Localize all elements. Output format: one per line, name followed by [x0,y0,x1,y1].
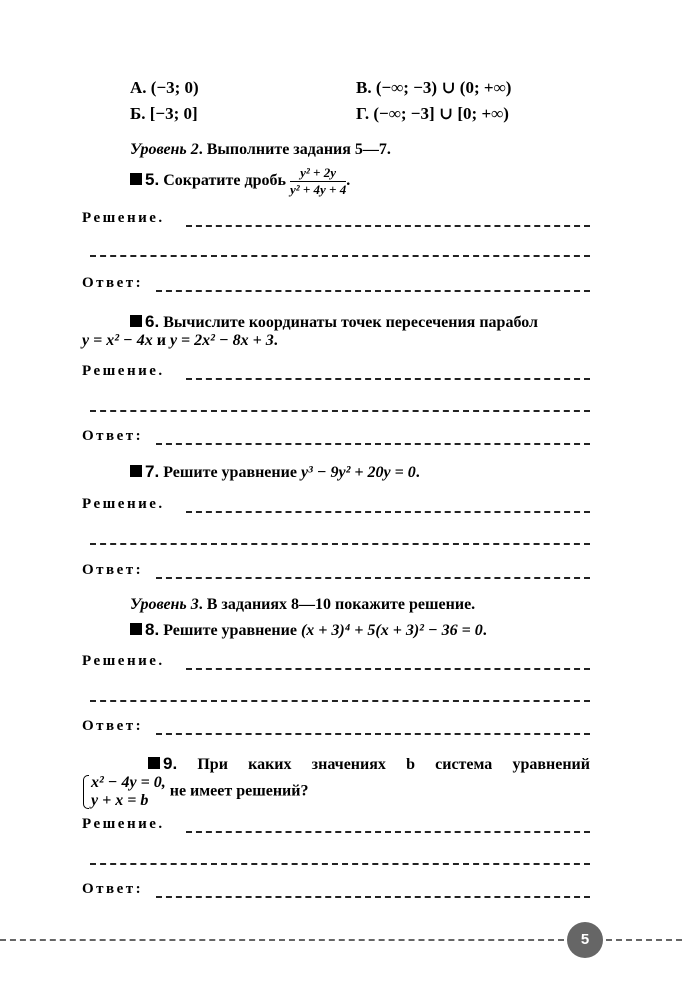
task-marker-icon [130,623,142,635]
solution-line [90,543,590,545]
task-marker-icon [148,757,160,769]
answer-label-9: Ответ: [82,881,144,897]
solution-line [186,225,590,227]
level-2-heading [130,141,391,159]
answer-line [156,733,590,735]
task-5-text: Сократите дробь [163,172,286,190]
answer-label-8: Ответ: [82,718,144,734]
task-9-system-brace [82,774,166,810]
task-9-number: 9. [163,754,178,773]
solution-label-8: Решение. [82,653,165,669]
task-9-eq1: x² − 4y = 0, [91,774,166,791]
answer-line [156,577,590,579]
task-7-text: Решите уравнение [163,464,297,481]
answer-label-6: Ответ: [82,428,144,444]
level-3-text: . В заданиях 8—10 покажите решение. [198,596,476,613]
task-marker-icon [130,315,142,327]
page-number: 5 [567,922,603,958]
option-g: Г. (−∞; −3] ∪ [0; +∞) [356,104,509,123]
task-8-equation: (x + 3)⁴ + 5(x + 3)² − 36 = 0 [300,622,483,639]
task-6-eq1: y = x² − 4x [82,332,153,349]
task-5-number: 5. [145,170,160,190]
answer-label-7: Ответ: [82,562,144,578]
answer-line [156,443,590,445]
solution-line [90,410,590,412]
task-6-text: Вычислите координаты точек пересечения парабол [163,314,538,331]
solution-line [90,255,590,257]
task-5-numerator: y² + 2y [290,166,346,182]
solution-line [186,378,590,380]
task-5-fraction [290,166,346,197]
task-marker-icon [130,173,142,185]
task-7-equation: y³ − 9y² + 20y = 0 [300,464,416,481]
task-8 [130,620,487,640]
task-6 [130,312,538,332]
task-6-and: и [152,332,170,349]
task-6-number: 6. [145,312,160,331]
option-v: В. (−∞; −3) ∪ (0; +∞) [356,78,512,97]
footer-line [606,939,682,941]
solution-label-7: Решение. [82,496,165,512]
answer-label-5: Ответ: [82,275,144,291]
solution-line [90,700,590,702]
level-3-heading [130,596,475,614]
answer-line [156,896,590,898]
task-6-line-2 [82,332,278,350]
footer-line [0,939,564,941]
solution-label-6: Решение. [82,363,165,379]
task-9-system [82,774,308,810]
task-6-eq2: y = 2x² − 8x + 3 [169,332,274,349]
task-9 [148,754,590,774]
task-5-end: . [346,172,351,190]
task-7 [130,462,420,482]
solution-label-9: Решение. [82,816,165,832]
solution-label-5: Решение. [82,210,165,226]
task-8-text: Решите уравнение [163,622,297,639]
level-3-title: Уровень 3 [130,596,199,613]
solution-line [186,511,590,513]
solution-line [186,668,590,670]
level-2-text: . Выполните задания 5—7. [198,141,391,158]
option-a: А. (−3; 0) [130,78,199,97]
task-8-end: . [482,622,487,639]
solution-line [90,863,590,865]
task-6-end: . [273,332,278,349]
task-7-number: 7. [145,462,160,481]
task-5-denominator: y² + 4y + 4 [289,182,347,197]
task-7-end: . [415,464,420,481]
level-2-title: Уровень 2 [130,141,199,158]
task-9-text: При каких значениях b система уравнений [197,756,590,773]
option-b: Б. [−3; 0] [130,104,198,123]
answer-line [156,290,590,292]
solution-line [186,831,590,833]
task-5 [130,166,350,197]
task-9-eq2: y + x = b [91,792,149,809]
task-marker-icon [130,465,142,477]
task-8-number: 8. [145,620,160,639]
task-9-tail: не имеет решений? [169,782,309,800]
